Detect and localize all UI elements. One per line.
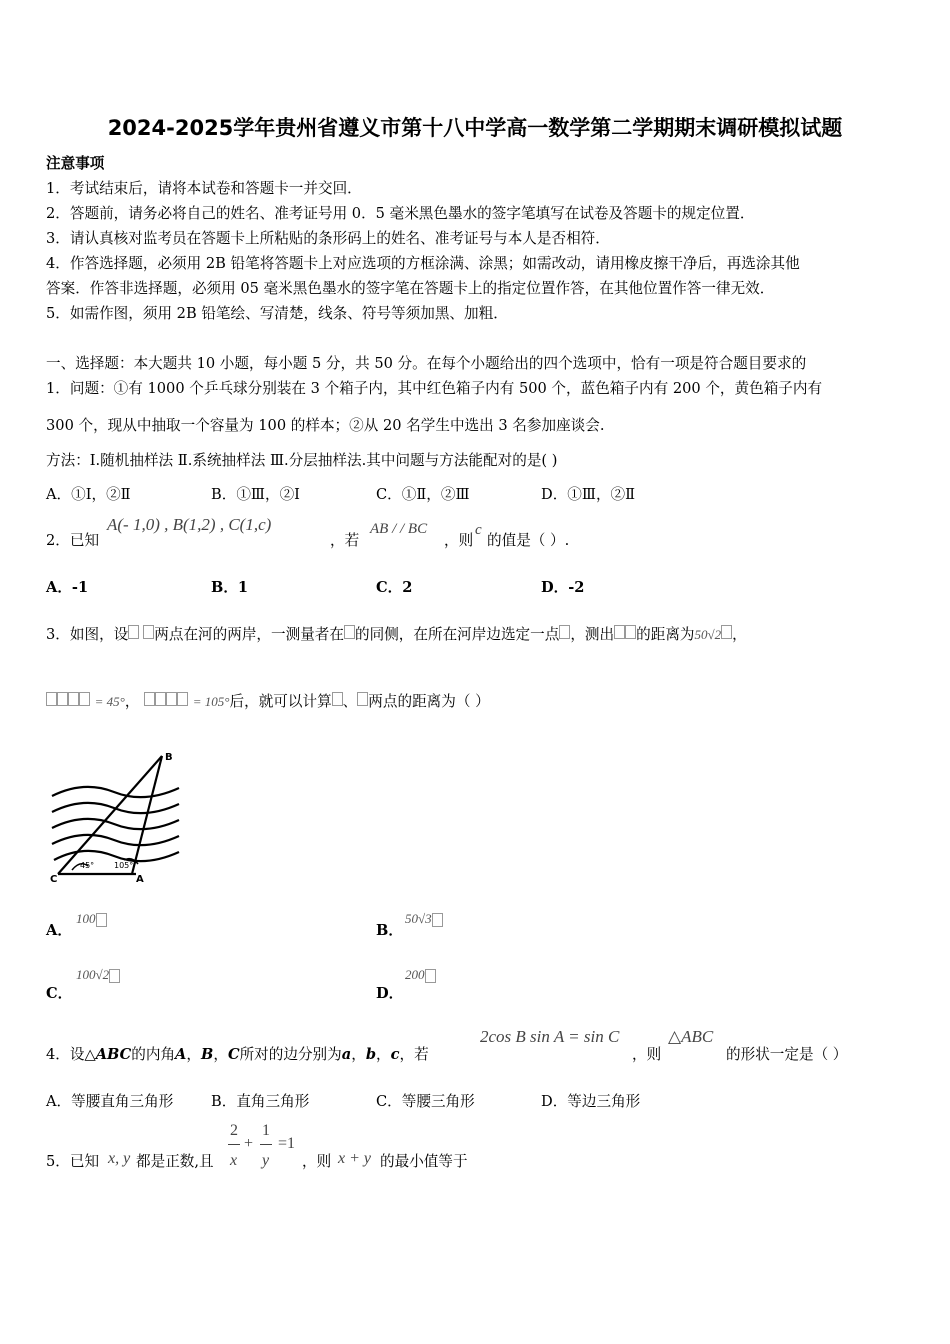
q4-option-c[interactable]: C．等腰三角形 (376, 1093, 475, 1110)
q5-suffix: 的最小值等于 (380, 1153, 468, 1170)
missing-symbol (625, 625, 636, 639)
q5-num2: 1 (262, 1122, 270, 1139)
q4-mid3: ，若 (399, 1046, 429, 1063)
q3-option-d-value[interactable] (405, 967, 436, 983)
q3-option-c-text: 100√2 (76, 967, 110, 982)
missing-symbol (79, 692, 90, 706)
q3-text: ， (732, 626, 747, 643)
missing-symbol (357, 692, 368, 706)
missing-symbol (177, 692, 188, 706)
q3-option-c-label[interactable]: C． (46, 985, 73, 1002)
q4-then: ，则 (632, 1046, 662, 1063)
label-angle-105: 105° (114, 861, 134, 870)
q4-mid1: 的内角 (131, 1046, 176, 1063)
missing-symbol (109, 969, 120, 983)
q3-text: 3．如图，设 (46, 626, 129, 643)
q4-equation: 2cos B sin A = sin C (480, 1027, 620, 1046)
q2-option-d[interactable]: D．-2 (541, 579, 585, 596)
q5-prefix: 5．已知 (46, 1153, 100, 1170)
q3-distance: 50√2 (694, 627, 722, 642)
q4-option-d[interactable]: D．等边三角形 (541, 1093, 641, 1110)
q4-var-c-angle: C (227, 1046, 240, 1063)
label-c: C (50, 874, 58, 885)
page-title: 2024-2025学年贵州省遵义市第十八中学高一数学第二学期期末调研模拟试题 (107, 116, 843, 140)
q3-text: ， (124, 693, 140, 710)
missing-symbol (46, 692, 57, 706)
q3-option-b-value[interactable] (405, 911, 443, 927)
q4-prefix: 4．设△ (46, 1046, 96, 1063)
missing-symbol (166, 692, 177, 706)
q3-angle2: = 105° (192, 694, 230, 709)
notice-item: 1．考试结束后，请将本试卷和答题卡一并交回． (46, 180, 362, 197)
q5-equation (226, 1122, 298, 1172)
notice-item: 4．作答选择题，必须用 2B 铅笔将答题卡上对应选项的方框涂满、涂黑；如需改动，请用橡皮擦干净后，再选涂其他 (46, 255, 800, 272)
missing-symbol (128, 625, 139, 639)
label-a: A (136, 874, 144, 885)
q2-option-c[interactable]: C．2 (376, 579, 413, 596)
q4-var-c: c (390, 1046, 400, 1063)
q2-suffix: 的值是（ ）. (487, 532, 570, 549)
label-b: B (165, 752, 173, 763)
q3-line2 (46, 690, 490, 711)
q3-text: 的距离为 (636, 626, 695, 643)
q4-var-b: b (365, 1046, 377, 1063)
missing-symbol (144, 692, 155, 706)
q3-option-a-label[interactable]: A． (46, 922, 72, 939)
q1-line1: 1．问题：①有 1000 个乒乓球分别装在 3 个箱子内，其中红色箱子内有 500 个，蓝色箱子内有 200 个，黄色箱子内有 (46, 380, 823, 397)
missing-symbol (96, 913, 107, 927)
notice-item: 答案．作答非选择题，必须用 05 毫米黑色墨水的签字笔在答题卡上的指定位置作答，在其他位置作答一律无效． (46, 280, 775, 297)
q1-line2: 300 个，现从中抽取一个容量为 100 的样本；②从 20 名学生中选出 3 名参加座谈会. (46, 417, 605, 434)
q4-suffix: 的形状一定是（ ） (726, 1046, 848, 1063)
section-heading: 一、选择题：本大题共 10 小题，每小题 5 分，共 50 分。在每个小题给出的四个选项中，恰有一项是符合题目要求的 (46, 355, 807, 372)
q3-option-c-value[interactable] (76, 967, 120, 983)
q3-option-b-label[interactable]: B． (376, 922, 403, 939)
missing-symbol (432, 913, 443, 927)
q2-option-b[interactable]: B．1 (211, 579, 249, 596)
notice-item: 5．如需作图，须用 2B 铅笔绘、写清楚，线条、符号等须加黑、加粗． (46, 305, 508, 322)
missing-symbol (57, 692, 68, 706)
river-wave (52, 819, 179, 829)
missing-symbol (344, 625, 355, 639)
q3-option-d-text: 200 (405, 967, 425, 982)
q3-option-a-text: 100 (76, 911, 96, 926)
q2-points: A(- 1,0) , B(1,2) , C(1,c) (107, 515, 272, 534)
missing-symbol (425, 969, 436, 983)
q1-option-a[interactable]: A．①Ⅰ，②Ⅱ (46, 486, 131, 503)
q4-abc: ABC (95, 1046, 132, 1063)
notice-item: 2．答题前，请务必将自己的姓名、准考证号用 0．5 毫米黑色墨水的签字笔填写在试卷及答题卡的规定位置． (46, 205, 755, 222)
q1-option-c[interactable]: C．①Ⅱ，②Ⅲ (376, 486, 470, 503)
q5-den2: y (262, 1152, 270, 1169)
q3-option-a-value[interactable] (76, 911, 107, 927)
q5-vars: x, y (108, 1150, 131, 1167)
q3-option-d-label[interactable]: D． (376, 985, 404, 1002)
q3-angle1: = 45° (94, 694, 125, 709)
q2-var: c (475, 522, 482, 538)
river-figure (44, 748, 194, 888)
q5-den1: x (230, 1152, 238, 1169)
q1-option-d[interactable]: D．①Ⅲ，②Ⅱ (541, 486, 636, 503)
notice-item: 3．请认真核对监考员在答题卡上所粘贴的条形码上的姓名、准考证号与本人是否相符． (46, 230, 610, 247)
q1-option-b[interactable]: B．①Ⅲ，②Ⅰ (211, 486, 300, 503)
q3-text: 两点的距离为（ ） (368, 693, 490, 710)
missing-symbol (68, 692, 79, 706)
river-wave (52, 835, 179, 845)
q4-var-b-angle: B (200, 1046, 214, 1063)
q3-text: 的同侧，在所在河岸边选定一点 (355, 626, 560, 643)
q5-then: ，则 (302, 1153, 332, 1170)
fraction-bar (260, 1144, 272, 1145)
q2-mid: ，若 (330, 532, 360, 549)
q3-line1 (46, 623, 747, 644)
q2-option-a[interactable]: A．-1 (46, 579, 89, 596)
q3-text: 后，就可以计算 (229, 693, 332, 710)
q2-prefix: 2．已知 (46, 532, 100, 549)
q5-mid: 都是正数,且 (136, 1153, 214, 1170)
q4-text: 4．设△ABC的内角A，B，C所对的边分别为a，b，c，若 (46, 1046, 429, 1063)
missing-symbol (143, 625, 154, 639)
missing-symbol (721, 625, 732, 639)
q1-line3: 方法：Ⅰ.随机抽样法 Ⅱ.系统抽样法 Ⅲ.分层抽样法.其中问题与方法能配对的是( ) (46, 452, 558, 469)
q4-triangle: △ABC (668, 1027, 714, 1046)
q4-option-a[interactable]: A．等腰直角三角形 (46, 1093, 174, 1110)
q3-option-b-text: 50√3 (405, 911, 432, 926)
fraction-bar (228, 1144, 240, 1145)
q4-mid2: 所对的边分别为 (239, 1046, 342, 1063)
q2-then: ，则 (444, 532, 474, 549)
q2-cond: AB / / BC (370, 521, 428, 537)
missing-symbol (332, 692, 343, 706)
notice-heading: 注意事项 (46, 155, 105, 172)
q5-eq: =1 (278, 1135, 296, 1152)
q3-text: ，测出 (570, 626, 615, 643)
q4-var-a: a (341, 1046, 352, 1063)
q4-var-a-angle: A (175, 1046, 187, 1063)
q4-option-b[interactable]: B．直角三角形 (211, 1093, 310, 1110)
q5-expr: x + y (338, 1150, 371, 1167)
label-angle-45: 45° (80, 861, 95, 870)
q3-text: 两点在河的两岸，一测量者在 (154, 626, 344, 643)
q5-num1: 2 (230, 1122, 238, 1139)
missing-symbol (559, 625, 570, 639)
river-wave (52, 787, 179, 797)
missing-symbol (155, 692, 166, 706)
q3-text: 、 (342, 693, 358, 710)
q5-plus: + (244, 1135, 254, 1152)
missing-symbol (614, 625, 625, 639)
